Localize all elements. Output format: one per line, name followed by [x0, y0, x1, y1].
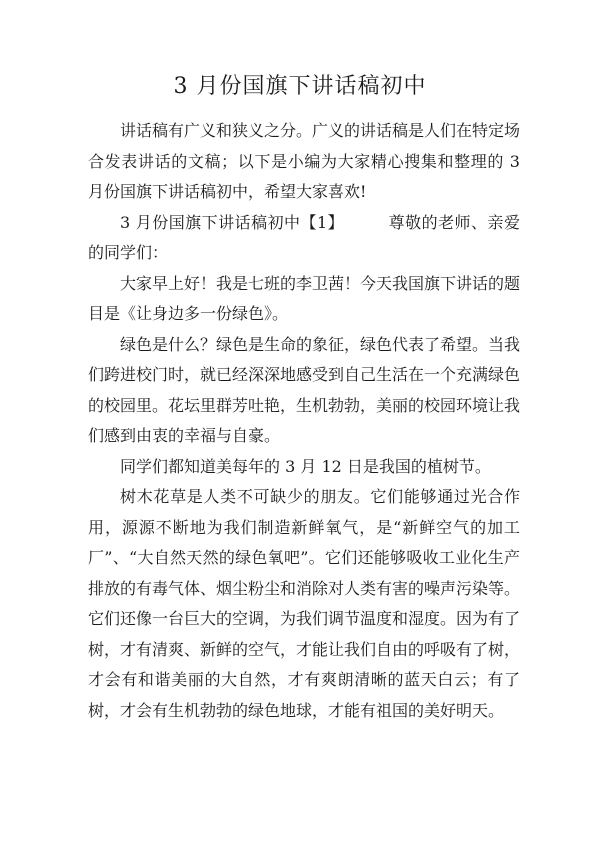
paragraph-salutation: 3 月份国旗下讲话稿初中【1】 尊敬的老师、亲爱的同学们： [88, 212, 520, 262]
paragraph-trees: 树木花草是人类不可缺少的朋友。它们能够通过光合作用，源源不断地为我们制造新鲜氧气，是“新鲜空气的加工厂”、“大自然天然的绿色氧吧”。它们还能够吸收工业化生产排放的有毒气体、烟尘粉尘和消除对人类有害的噪声污染等。它们还像一台巨大的空调，为我们调节温度和湿度。因为有了树，才有清爽、新鲜的空气，才能让我们自由的呼吸有了树，才会有和谐美丽的大自然，才有爽朗清晰的蓝天白云；有了树，才会有生机勃勃的绿色地球，才能有祖国的美好明天。 [88, 487, 521, 720]
paragraph-intro: 讲话稿有广义和狭义之分。广义的讲话稿是人们在特定场合发表讲话的文稿；以下是小编为大家精心搜集和整理的 3 月份国旗下讲话稿初中，希望大家喜欢! [88, 121, 526, 201]
paragraph-arbor-day: 同学们都知道美每年的 3 月 12 日是我国的植树节。 [120, 456, 491, 476]
document-title: 3 月份国旗下讲话稿初中 [173, 74, 427, 99]
paragraph-greeting: 大家早上好！我是七班的李卫茜！今天我国旗下讲话的题目是《让身边多一份绿色》。 [88, 273, 521, 323]
document-body [88, 116, 526, 726]
paragraph-green: 绿色是什么？绿色是生命的象征，绿色代表了希望。当我们跨进校门时，就已经深深地感受到自己生活在一个充满绿色的校园里。花坛里群芳吐艳，生机勃勃，美丽的校园环境让我们感到由衷的幸福与自豪。 [88, 334, 521, 445]
